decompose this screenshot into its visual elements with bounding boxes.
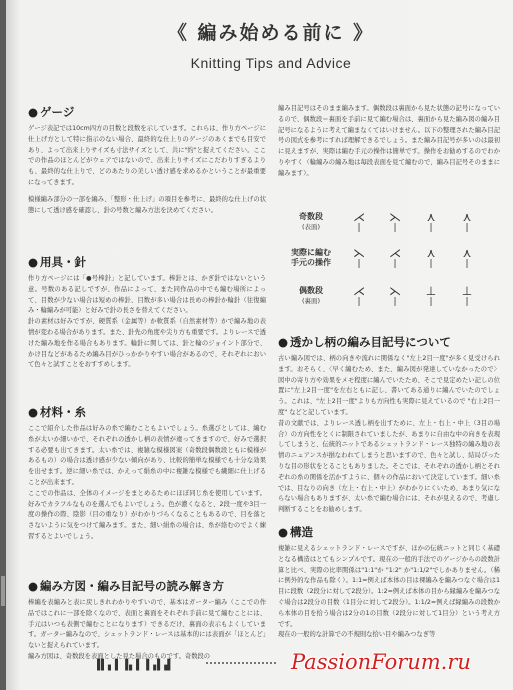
bullet-icon: ● [28, 405, 39, 419]
stitch-mark: | [393, 297, 397, 307]
row-even-sub: (裏面) [301, 297, 321, 305]
gauge-paragraph-2: 模様編み部分の一部を編み、「整形・仕上げ」の項目を参考に、最終的な仕上げの状態にして透け感を確認し、針の号数と編み方法を決めてください。 [28, 195, 266, 214]
reading-paragraph-2: 編み方図は、奇数段を表面とした見た場合のものです。奇数段の [28, 652, 211, 660]
symbol [348, 284, 370, 307]
symbol [384, 210, 406, 233]
structure-heading [278, 524, 500, 540]
symbols-intro [278, 104, 500, 180]
symbol-glyph: ⋌ [353, 284, 365, 298]
structure-paragraph-1: 複雑に見えるシェットランド・レースですが、ほかの伝統ニットと同じく基礎となる構造はとてもシンプルです。現在の一般的手法でのゲージからの段数計算と比べ、実際の比率関係は"1:1"か "1:2" か"1:1/2"でしかありません。（稀に例外的な作品も除く）。1:1=例えば本体の目は裸編みを編みつなぐ場合は1目に段数（2段分に対して2段分）。1:2=例えば本体の目から縁編みを編みつなぐ場合は2段分の目数（1目分に対して2段分）。1:1/2=例えば縁編みの段数から本体の目を拾う場合は2分の1の目数（2段分に対して1目分）という考え方です。 [278, 545, 500, 628]
tools-paragraph-1: 作り方ページには「●号棒針」と記しています。棒針とは、かぎ針ではないという意。号数のある記しですが、作品によって、また同作品の中でも編む場所によって、目数が少ない場合は短めの棒針、目数が多い場合は長めの棒針か輪針（往復編み・輪編みが可能）と好みで針の長さを替えてください。 [28, 275, 266, 315]
tools-paragraph-2: 針の素材は好みですが、硬質系（金属等）か軟質系（自然素材等）かで編み地の表情が変わる場合があります。また、針先の角度や尖り方も重要です。よりレースで透けた編み地を作る場合もあります。輪針に関しては、針と輪のジョイント部分で、かけ目などがあるため編み目がひっかかりやすい場合があるので、それぞれにおいて色々と試すことをおすすめします。 [28, 318, 266, 369]
page [6, 0, 513, 690]
stitch-mark: | [393, 259, 397, 269]
structure-heading-text: 構造 [290, 525, 314, 539]
page-subtitle: Knitting Tips and Advice [190, 55, 352, 71]
symbol [420, 210, 442, 233]
stitch-mark: | [357, 297, 361, 307]
materials-paragraph-1: ここで紹介した作品は好みの糸で編むこともよいでしょう。糸選びとしては、編む糸が太いか細いかで、それぞれの透かし柄の表情が違ってきますので、好みで選択する必要も出てきます。太い糸では、複雑な模様図案（奇数段偶数段ともに模様があるもの）の場合は透け感が少ない傾向があり、比較的簡単な模様でも十分な効果を出せます。逆に細い糸では、かえって絹糸の中に複雑な模様でも繊細に仕上げることが出来ます。 [28, 425, 266, 486]
symbol [384, 284, 406, 307]
symbol-diagram [282, 208, 500, 316]
lace-heading [278, 334, 500, 350]
watermark-logo: PassionForum.ru [291, 650, 471, 674]
diagram-row-actual-label [286, 248, 336, 268]
reading-paragraph-1: 棒編を表編みと表に戻しきれわかりやすいので、基本はガーター編み（ここでの作品ではこれに一部を除くなので、表面と裏面をそれぞれ手前に見て編むことには、手元はいつも表側で編むことになります）できるだけ、裏面の表示もよくしています。ガーター編みなので、シェットランド・レースは基本的には表面が「ほとんど」ないと捉えられています。 [28, 599, 266, 650]
lace-section [278, 334, 500, 516]
gauge-section [28, 104, 266, 216]
symbols-intro-text: 編み目記号はそのまま編みます。偶数段は裏面から見た状態の記号になっているので、偶数段＝裏面を手前に見て編む場合は、裏面から見た編み図の編み目記号になるように考えて編まなくてはいけません。以下の整理された編み目記号の図式を参考にすれば理解できるでしょう。また編み目記号が多いのは最初に見えますが、実際は編む手元の操作は簡単です。操作をお勧めするのでわかりやすく（輪編みの編み地は毎段表面を見て編むので、編み目記号そのままに編みます）。 [278, 105, 500, 177]
stitch-mark: | [393, 223, 397, 233]
bullet-icon: ● [278, 335, 289, 349]
reading-heading [28, 578, 266, 594]
row-odd-label: 奇数段 [299, 212, 323, 221]
symbol-glyph: ⋌ [389, 246, 401, 260]
tools-section [28, 254, 266, 371]
materials-heading-text: 材料・糸 [40, 405, 87, 419]
stitch-mark: | [465, 297, 469, 307]
gauge-paragraph-1: ゲージ表記では10cm四方の目数と段数を示しています。これらは、作り方ページに仕上げ方として特に指示のない場合、最終的な仕上りのゲージのあくまでも目安であり、よって出来上りサイズも寸法サイズとして、共に"約"と捉えてください。ここでの作品のほとんどがウェアではないので、出来上りサイズにこだわりすぎるよりも、最終的な仕上りで、どのあたりの美しい透け感を求めるかということが最重要になってきます。 [28, 125, 266, 186]
stitch-mark: | [429, 297, 433, 307]
diagram-row-actual [282, 246, 500, 276]
structure-paragraph-2: 現在の一般的な計算での不規則な拾い目や編みつなぎ等 [278, 631, 436, 639]
symbol-glyph: ⋋ [353, 246, 365, 260]
row-actual-label-2: 手元の操作 [291, 258, 331, 267]
bottom-marks: ▐▌▖▌▐▖▌▐▗▌▟ [94, 660, 172, 671]
bullet-icon: ● [28, 579, 39, 593]
symbol-glyph: ⋏ [426, 210, 436, 224]
bullet-icon: ● [28, 255, 39, 269]
gauge-heading [28, 104, 266, 120]
structure-section [278, 524, 500, 641]
lace-paragraph-1: 古い編み図では、柄の向きや流れに関係なく"左上2目一度"が多く見受けられます。おそらく、〈早く編むため、また、編み図が発達していなかったので〉図中の寄り方や効果をメモ程度に編んでいたため、そこで見定めたい記しの位置に"左上2目一度"を左右ともに記し、書いてある通りに編んでいたのでしょう。これは、"左上2目一度"よりも方向性も実際に見えているので "右上2目一度" などと記しています。 [278, 355, 500, 416]
materials-heading [28, 404, 266, 420]
symbol-glyph: ⋏ [462, 210, 472, 224]
symbol [384, 246, 406, 269]
symbol-glyph: ⋏ [426, 246, 436, 260]
gauge-heading-text: ゲージ [40, 105, 75, 119]
bullet-icon: ● [278, 525, 289, 539]
symbol-glyph: ⋋ [389, 284, 401, 298]
symbol [456, 246, 478, 269]
symbol [456, 210, 478, 233]
symbol [348, 246, 370, 269]
stitch-mark: | [429, 223, 433, 233]
stitch-mark: | [429, 259, 433, 269]
symbol [420, 246, 442, 269]
symbol-glyph: ⋏ [462, 246, 472, 260]
symbol-glyph: ⋋ [389, 210, 401, 224]
symbol [456, 284, 478, 307]
materials-paragraph-2: ここでの作品は、全体のイメージをまとめるためにほぼ同じ糸を使用しています。好みでカラフルなものを選んでもよいでしょう。色が濃くなると、2段一度や3目一度の操作の際、陰影（目の重なり）がわかりづらくなることもあるので、目を落とさないように気をつけて編みます。また、細い絹糸の場合は、糸が絡むのでよく練習するとよいでしょう。 [28, 489, 266, 540]
diagram-row-odd [282, 210, 500, 240]
symbol-glyph: ⋌ [353, 210, 365, 224]
reading-heading-text: 編み方図・編み目記号の読み解き方 [40, 579, 225, 593]
bullet-icon: ● [28, 105, 39, 119]
diagram-row-even-label [286, 286, 336, 306]
row-actual-label: 実際に編む [291, 248, 331, 257]
symbol [420, 284, 442, 307]
symbol [348, 210, 370, 233]
stitch-mark: | [465, 223, 469, 233]
stitch-mark: | [357, 259, 361, 269]
diagram-row-even [282, 284, 500, 314]
reading-section [28, 578, 266, 663]
materials-section [28, 404, 266, 543]
symbol-glyph: ⊥ [425, 284, 437, 298]
lace-paragraph-2: 昔の文献では、よりレース透し柄を出すために、左上・右上・中上（3目の場合）の方向性をとくに制限されていましたが、あまりに自由な中の向きを表現してしまうと、伝統的ニットであるシェットランド・レース独特の編み地の表情のニュアンスが損なわれてしまうと思いますので、色々と試し、結局ぴったりな目の形状をとることもありました。そこでは、それぞれの透かし柄とそれぞれの糸の関係を活かすように、個々の作品において決定しています。細い糸では、目なりの向き（左上・右上・中上）がわかりにくいため、あまり気にならない場合もありますが、太い糸で編む場合には、それが見えるので、考慮し判断することをお勧めします。 [278, 419, 500, 514]
dotted-divider [206, 662, 276, 668]
row-odd-sub: (表面) [301, 223, 321, 231]
page-title: 《 編み始める前に 》 [167, 22, 375, 44]
row-even-label: 偶数段 [299, 286, 323, 295]
stitch-mark: | [357, 223, 361, 233]
diagram-row-odd-label [286, 212, 336, 232]
symbol-glyph: ⊥ [461, 284, 473, 298]
tools-heading [28, 254, 266, 270]
stitch-mark: | [465, 259, 469, 269]
lace-heading-text: 透かし柄の編み目記号について [290, 335, 451, 349]
side-mark [1, 576, 5, 606]
tools-heading-text: 用具・針 [40, 255, 87, 269]
